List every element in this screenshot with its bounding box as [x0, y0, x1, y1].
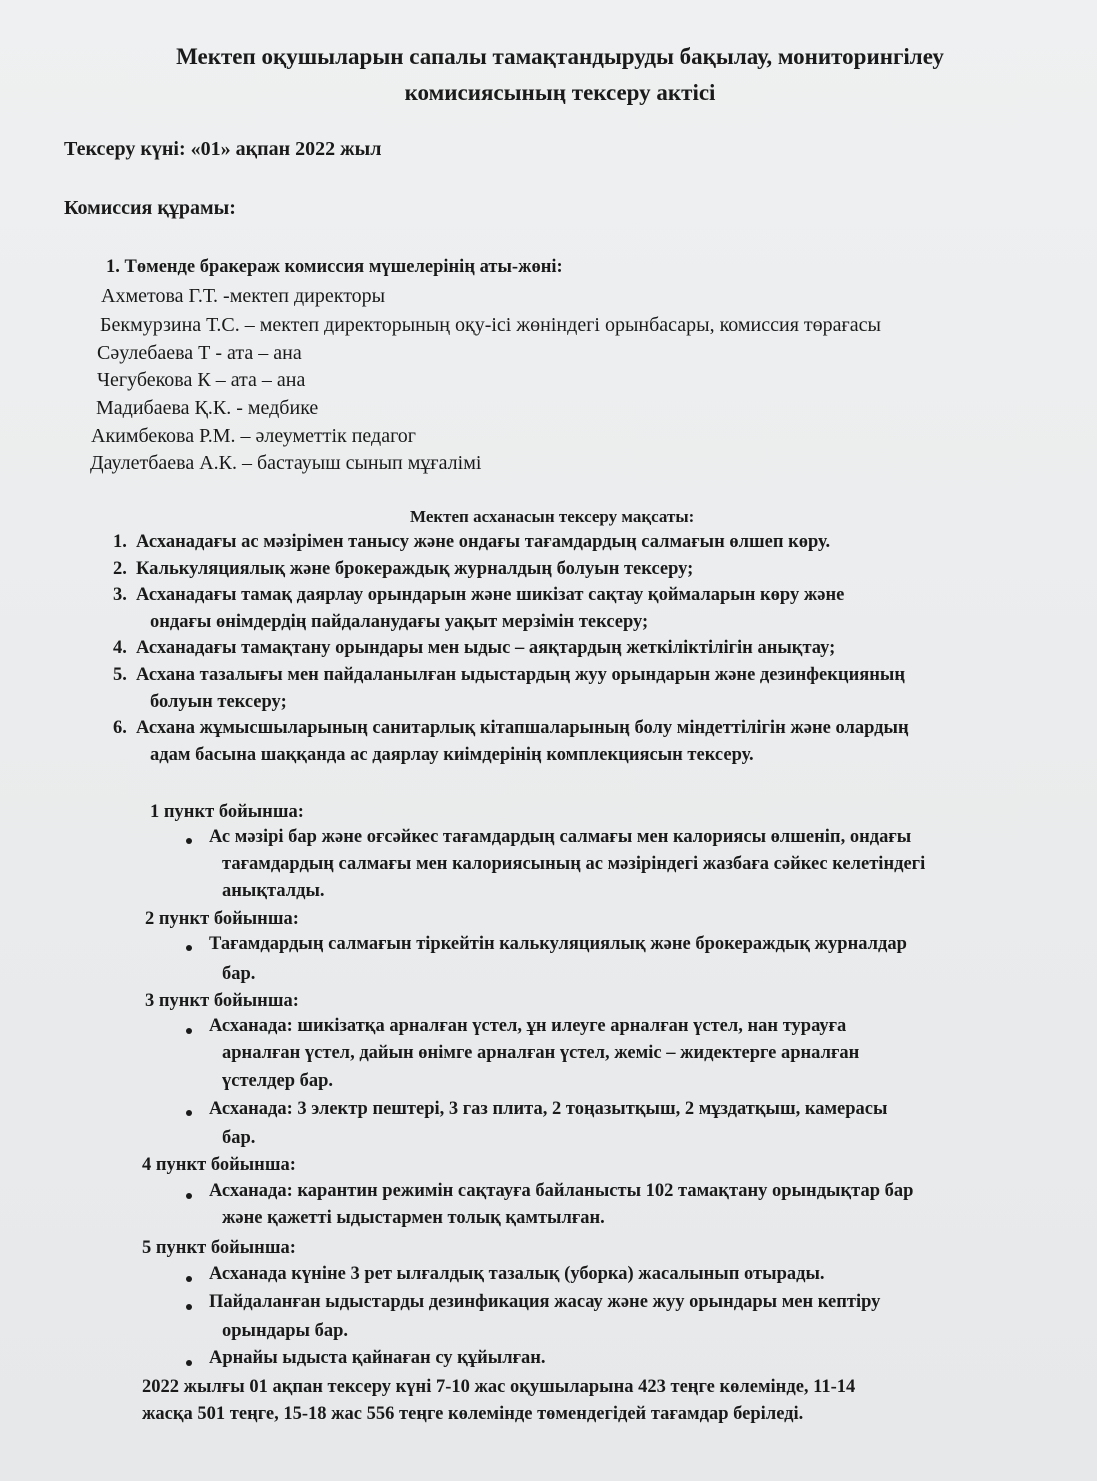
finding-bullet-text: Тағамдардың салмағын тіркейтін калькуляциялық және брокераждық журналдар — [209, 934, 907, 954]
goal-text: ондағы өнімдердің пайдаланудағы уақыт мерзімін тексеру; — [150, 612, 649, 632]
finding-bullet-text: Ас мәзірі бар және оғсәйкес тағамдардың салмағы мен калориясы өлшеніп, ондағы — [209, 827, 912, 847]
bullet-icon — [186, 838, 192, 844]
finding-heading: 4 пункт бойынша: — [142, 1155, 296, 1175]
member-item: Акимбекова Р.М. – әлеуметтік педагог — [91, 425, 417, 447]
goal-number: 2. — [113, 559, 127, 579]
goal-text: Калькуляциялық және брокераждық журналдың болуын тексеру; — [136, 559, 694, 579]
goal-text: адам басына шаққанда ас даярлау киімдерінің комплекциясын тексеру. — [150, 745, 754, 765]
bullet-icon — [186, 1110, 192, 1116]
goal-number: 1. — [113, 532, 127, 552]
member-item: Мадибаева Қ.К. - медбике — [96, 397, 319, 419]
member-item: Ахметова Г.Т. -мектеп директоры — [101, 285, 386, 307]
finding-bullet-text: Пайдаланған ыдыстарды дезинфикация жасау және жуу орындары мен кептіру — [209, 1292, 881, 1312]
finding-bullet-text: бар. — [222, 964, 256, 984]
goal-text: Асхана жұмысшыларының санитарлық кітапшаларының болу міндеттілігін және олардың — [136, 718, 909, 738]
finding-bullet-text: Арнайы ыдыста қайнаған су құйылған. — [209, 1348, 546, 1368]
bullet-icon — [186, 1360, 192, 1366]
finding-bullet-text: тағамдардың салмағы мен калориясының ас мәзіріндегі жазбаға сәйкес келетіндегі — [222, 854, 926, 874]
goals-heading: Мектеп асханасын тексеру мақсаты: — [410, 507, 695, 526]
finding-heading: 2 пункт бойынша: — [145, 909, 299, 929]
goal-text: Асханадағы тамақтану орындары мен ыдыс – аяқтардың жеткіліктілігін анықтау; — [136, 638, 836, 658]
goal-number: 3. — [113, 585, 127, 605]
finding-bullet-text: арналған үстел, дайын өнімге арналған үстел, жеміс – жидектерге арналған — [222, 1043, 860, 1063]
closing-text: 2022 жылғы 01 ақпан тексеру күні 7-10 жас оқушыларына 423 теңге көлемінде, 11-14 — [142, 1377, 856, 1397]
finding-bullet-text: орындары бар. — [222, 1321, 349, 1341]
finding-bullet-text: бар. — [222, 1128, 256, 1148]
check-date: Тексеру күні: «01» ақпан 2022 жыл — [64, 138, 382, 160]
bullet-icon — [186, 1304, 192, 1310]
member-item: Сәулебаева Т - ата – ана — [97, 342, 302, 364]
goal-number: 4. — [113, 638, 127, 658]
finding-bullet-text: Асханада: карантин режимін сақтауға байланысты 102 тамақтану орындықтар бар — [209, 1181, 914, 1201]
finding-bullet-text: Асханада күніне 3 рет ылғалдық тазалық (уборка) жасалынып отырады. — [209, 1264, 825, 1284]
commission-heading: Комиссия құрамы: — [64, 197, 236, 219]
finding-heading: 3 пункт бойынша: — [145, 991, 299, 1011]
document-title-line-1: Мектеп оқушыларын сапалы тамақтандыруды бақылау, мониторингілеу — [176, 44, 944, 69]
bullet-icon — [186, 945, 192, 951]
bullet-icon — [186, 1028, 192, 1034]
goal-number: 5. — [113, 665, 127, 685]
goal-text: Асхана тазалығы мен пайдаланылған ыдыстардың жуу орындарын және дезинфекцияның — [136, 665, 906, 685]
finding-bullet-text: және қажетті ыдыстармен толық қамтылған. — [222, 1208, 605, 1228]
finding-heading: 1 пункт бойынша: — [150, 802, 304, 822]
member-item: Чегубекова К – ата – ана — [97, 369, 306, 391]
finding-bullet-text: Асханада: шикізатқа арналған үстел, ұн илеуге арналған үстел, нан турауға — [209, 1016, 847, 1036]
finding-bullet-text: Асханада: 3 электр пештері, 3 газ плита, 2 тоңазытқыш, 2 мұздатқыш, камерасы — [209, 1099, 888, 1119]
members-heading: 1. Төменде бракераж комиссия мүшелерінің аты-жөні: — [106, 257, 563, 277]
bullet-icon — [186, 1193, 192, 1199]
document-title-line-2: комисиясының тексеру актісі — [404, 80, 716, 105]
goal-text: Асханадағы тамақ даярлау орындарын және шикізат сақтау қоймаларын көру және — [136, 585, 845, 605]
goal-number: 6. — [113, 718, 127, 738]
finding-heading: 5 пункт бойынша: — [142, 1238, 296, 1258]
goal-text: болуын тексеру; — [150, 692, 287, 712]
goal-text: Асханадағы ас мәзірімен танысу және ондағы тағамдардың салмағын өлшеп көру. — [136, 532, 831, 552]
bullet-icon — [186, 1276, 192, 1282]
closing-text: жасқа 501 теңге, 15-18 жас 556 теңге көлемінде төмендегідей тағамдар беріледі. — [142, 1404, 804, 1424]
member-item: Бекмурзина Т.С. – мектеп директорының оқу-ісі жөніндегі орынбасары, комиссия төрағасы — [100, 314, 881, 336]
member-item: Даулетбаева А.К. – бастауыш сынып мұғалімі — [90, 452, 482, 474]
finding-bullet-text: үстелдер бар. — [222, 1071, 334, 1091]
finding-bullet-text: анықталды. — [222, 881, 325, 901]
